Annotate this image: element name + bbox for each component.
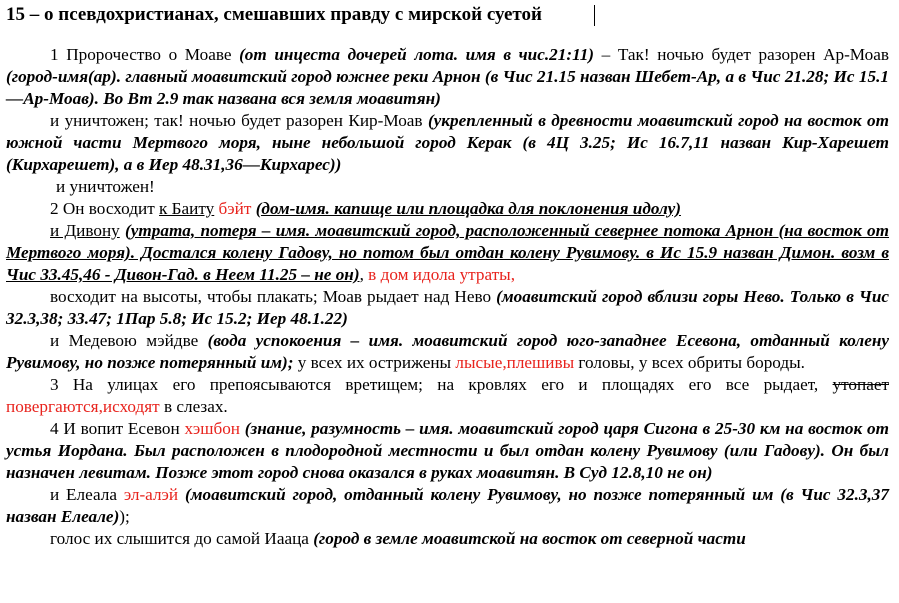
- text-cursor: [594, 5, 595, 26]
- verse-text: и Медевою мэйдве: [50, 331, 208, 350]
- underlined-text: и Дивону: [50, 221, 120, 240]
- paragraph-verse-4: [6, 418, 889, 484]
- commentary: (вода успокоения – имя. моавитский город юго-западнее Есевона, отданный колену Рувимову, но позже потерянный им);: [6, 331, 890, 372]
- commentary: (город-имя(ар). главный моавитский город южнее реки Арнон (в Чис 21.15 назван Шебет-Ар, а в Чис 21.28; Ис 15.1—Ар-Моав). Во Вт 2.9 так названа вся земля моавитян): [6, 67, 889, 108]
- document-body[interactable]: [6, 44, 889, 550]
- commentary: (укрепленный в древности моавитский город на восток от южной части Мертвого моря, ныне небольшой город Керак (в 4Ц 3.25; Ис 16.7,11 назван Кир-Харешет (Кирхарешет), а в Иер 48.31,36—Кирхарес)): [6, 111, 889, 174]
- verse-text: 2 Он восходит: [50, 199, 160, 218]
- underlined-text: к Баиту: [159, 199, 215, 218]
- verse-text: 4 И вопит Есевон: [50, 419, 185, 438]
- paragraph-verse-2-d: [6, 330, 889, 374]
- verse-text: – Так! ночью будет разорен Ар-Моав: [594, 45, 889, 64]
- verse-text: );: [119, 507, 130, 526]
- paragraph-verse-4-c: [6, 528, 889, 550]
- paragraph-verse-2-c: [6, 286, 889, 330]
- paragraph-verse-3: [6, 374, 889, 418]
- verse-text: голос их слышится до самой Иааца: [50, 529, 314, 548]
- verse-text: в слезах.: [159, 397, 228, 416]
- hebrew-transliteration: эл-алэй: [123, 485, 179, 504]
- commentary: (моавитский город, отданный колену Рувимову, но позже потерянный им (в Чис 32.3,37 назван Елеале): [6, 485, 889, 526]
- verse-text: ,: [359, 265, 369, 284]
- paragraph-verse-4-b: [6, 484, 889, 528]
- verse-text: и уничтожен!: [56, 177, 155, 196]
- verse-text: у всех их острижены: [293, 353, 456, 372]
- commentary: (город в земле моавитской на восток от северной части: [313, 529, 746, 548]
- verse-text: 1 Пророчество о Моаве: [50, 45, 240, 64]
- hebrew-transliteration: хэшбон: [184, 419, 240, 438]
- verse-text: восходит на высоты, чтобы плакать; Моав рыдает над Нево: [50, 287, 497, 306]
- verse-text: и Елеала: [50, 485, 124, 504]
- verse-text: 3 На улицах его препоясываются вретищем; на кровлях его и площадях его все рыдает,: [50, 375, 833, 394]
- paragraph-verse-1-c: [6, 176, 889, 198]
- paragraph-verse-1: [6, 44, 889, 110]
- paragraph-verse-2-b: [6, 220, 889, 286]
- paragraph-verse-2: [6, 198, 889, 220]
- translator-note: в дом идола утраты,: [368, 265, 516, 284]
- translator-note: лысые,плешивы: [455, 353, 575, 372]
- paragraph-verse-1-b: [6, 110, 889, 176]
- commentary: (утрата, потеря – имя. моавитский город, расположенный севернее потока Арнон (на восток от Мертвого моря). Достался колену Гадову, но потом был отдан колену Рувимову. в Ис 15.9 назван Димон. возм в Чис 33.45,46 - Дивон-Гад. в Неем 11.25 – не он): [6, 221, 890, 284]
- commentary: (знание, разумность – имя. моавитский город царя Сигона в 25-30 км на восток от устья Иордана. Был расположен в плодородной местности и был отдан колену Рувимову (или Гадову). Он был назначен левитам. Позже этот город снова оказался в руках моавитян. В Суд 12.8,10 не он): [6, 419, 890, 482]
- commentary: (дом-имя. капище или площадка для поклонения идолу): [255, 199, 681, 218]
- hebrew-transliteration: бэйт: [218, 199, 252, 218]
- verse-text: головы, у всех обриты бороды.: [574, 353, 805, 372]
- document-heading: 15 – о псевдохристианах, смешавших правду с мирской суетой: [6, 4, 542, 25]
- commentary: (от инцеста дочерей лота. имя в чис.21:11): [239, 45, 595, 64]
- translator-note: повергаются,исходят: [6, 397, 160, 416]
- verse-text: и уничтожен; так! ночью будет разорен Кир-Моав: [50, 111, 428, 130]
- commentary: (моавитский город вблизи горы Нево. Только в Чис 32.3,38; 33.47; 1Пар 5.8; Ис 15.2; Иер 48.1.22): [6, 287, 890, 328]
- struck-text: утопает: [832, 375, 889, 394]
